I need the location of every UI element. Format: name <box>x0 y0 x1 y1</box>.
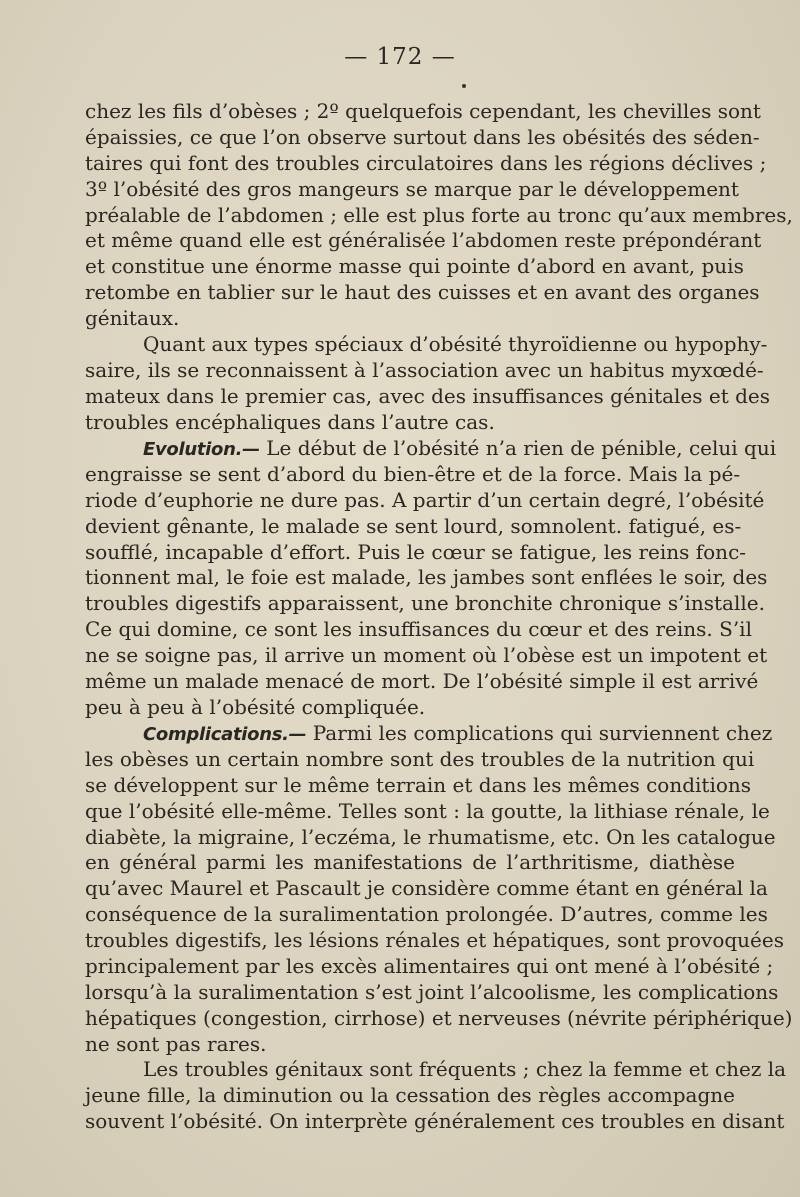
text-line: ne se soigne pas, il arrive un moment où l’obèse est un impotent et <box>85 643 768 668</box>
section-heading-evolution: Evolution.— <box>143 439 260 460</box>
text-line: retombe en tablier sur le haut des cuisses et en avant des organes <box>85 280 760 305</box>
ink-speck <box>462 84 466 88</box>
text-line: troubles digestifs, les lésions rénales et hépatiques, sont provoquées <box>85 928 784 953</box>
text-line: les obèses un certain nombre sont des troubles de la nutrition qui <box>85 746 755 771</box>
text-line: que l’obésité elle-même. Telles sont : la goutte, la lithiase rénale, le <box>85 798 770 823</box>
text-line: en général parmi les manifestations de l’arthritisme, diathèse <box>85 850 735 875</box>
text-line <box>85 721 773 747</box>
text-line: engraisse se sent d’abord du bien-être et de la force. Mais la pé- <box>85 461 741 486</box>
text-line <box>85 436 777 462</box>
text-line: jeune fille, la diminution ou la cessation des règles accompagne <box>85 1082 735 1107</box>
paragraph-obesity-types <box>85 99 793 436</box>
text-line: soufflé, incapable d’effort. Puis le cœur se fatigue, les reins fonc- <box>85 539 747 564</box>
text-line: troubles digestifs apparaissent, une bronchite chronique s’installe. <box>85 591 765 616</box>
paragraph-genital-troubles <box>85 1057 787 1135</box>
text-line: épaissies, ce que l’on observe surtout dans les obésités des séden- <box>85 124 760 149</box>
text-line: hépatiques (congestion, cirrhose) et nerveuses (névrite périphérique) <box>85 1005 793 1030</box>
text-line: saire, ils se reconnaissent à l’association avec un habitus myxœdé- <box>85 357 764 382</box>
text-run: Le début de l’obésité n’a rien de pénible, celui qui <box>259 436 777 460</box>
text-line: conséquence de la suralimentation prolongée. D’autres, comme les <box>85 902 768 927</box>
text-line: et même quand elle est généralisée l’abdomen reste prépondérant <box>85 228 762 253</box>
text-line: tionnent mal, le foie est malade, les jambes sont enflées le soir, des <box>85 565 768 590</box>
text-line: chez les fils d’obèses ; 2º quelquefois cependant, les chevilles sont <box>85 99 761 123</box>
section-heading-complications: Complications.— <box>143 724 307 745</box>
text-line: Quant aux types spéciaux d’obésité thyroïdienne ou hypophy- <box>143 332 768 357</box>
text-line: diabète, la migraine, l’eczéma, le rhumatisme, etc. On les catalogue <box>85 824 776 849</box>
text-line: ne sont pas rares. <box>85 1031 267 1056</box>
text-line: taires qui font des troubles circulatoires dans les régions déclives ; <box>85 150 767 175</box>
text-line: lorsqu’à la suralimentation s’est joint l’alcoolisme, les complications <box>85 979 779 1004</box>
text-line: mateux dans le premier cas, avec des insuffisances génitales et des <box>85 383 771 408</box>
text-line: souvent l’obésité. On interprète généralement ces troubles en disant <box>85 1108 785 1133</box>
text-line: génitaux. <box>85 306 180 331</box>
text-line: 3º l’obésité des gros mangeurs se marque par le développement <box>85 176 739 201</box>
text-line: même un malade menacé de mort. De l’obésité simple il est arrivé <box>85 669 759 694</box>
text-line: préalable de l’abdomen ; elle est plus forte au tronc qu’aux membres, <box>85 202 793 227</box>
page-number: — 172 — <box>344 44 456 70</box>
text-line: qu’avec Maurel et Pascault je considère comme étant en général la <box>85 876 768 901</box>
text-run: Parmi les complications qui surviennent chez <box>306 721 773 745</box>
text-line: principalement par les excès alimentaires qui ont mené à l’obésité ; <box>85 954 774 979</box>
text-line: Les troubles génitaux sont fréquents ; chez la femme et chez la <box>143 1057 787 1081</box>
section-evolution <box>85 436 777 721</box>
text-line: et constitue une énorme masse qui pointe d’abord en avant, puis <box>85 254 744 279</box>
text-line: troubles encéphaliques dans l’autre cas. <box>85 409 495 434</box>
text-line: Ce qui domine, ce sont les insuffisances du cœur et des reins. S’il <box>85 617 752 642</box>
section-complications <box>85 721 793 1058</box>
text-line: peu à peu à l’obésité compliquée. <box>85 694 426 719</box>
text-line: se développent sur le même terrain et dans les mêmes conditions <box>85 772 752 797</box>
text-line: devient gênante, le malade se sent lourd, somnolent. fatigué, es- <box>85 513 742 538</box>
text-line: riode d’euphorie ne dure pas. A partir d’un certain degré, l’obésité <box>85 487 765 512</box>
